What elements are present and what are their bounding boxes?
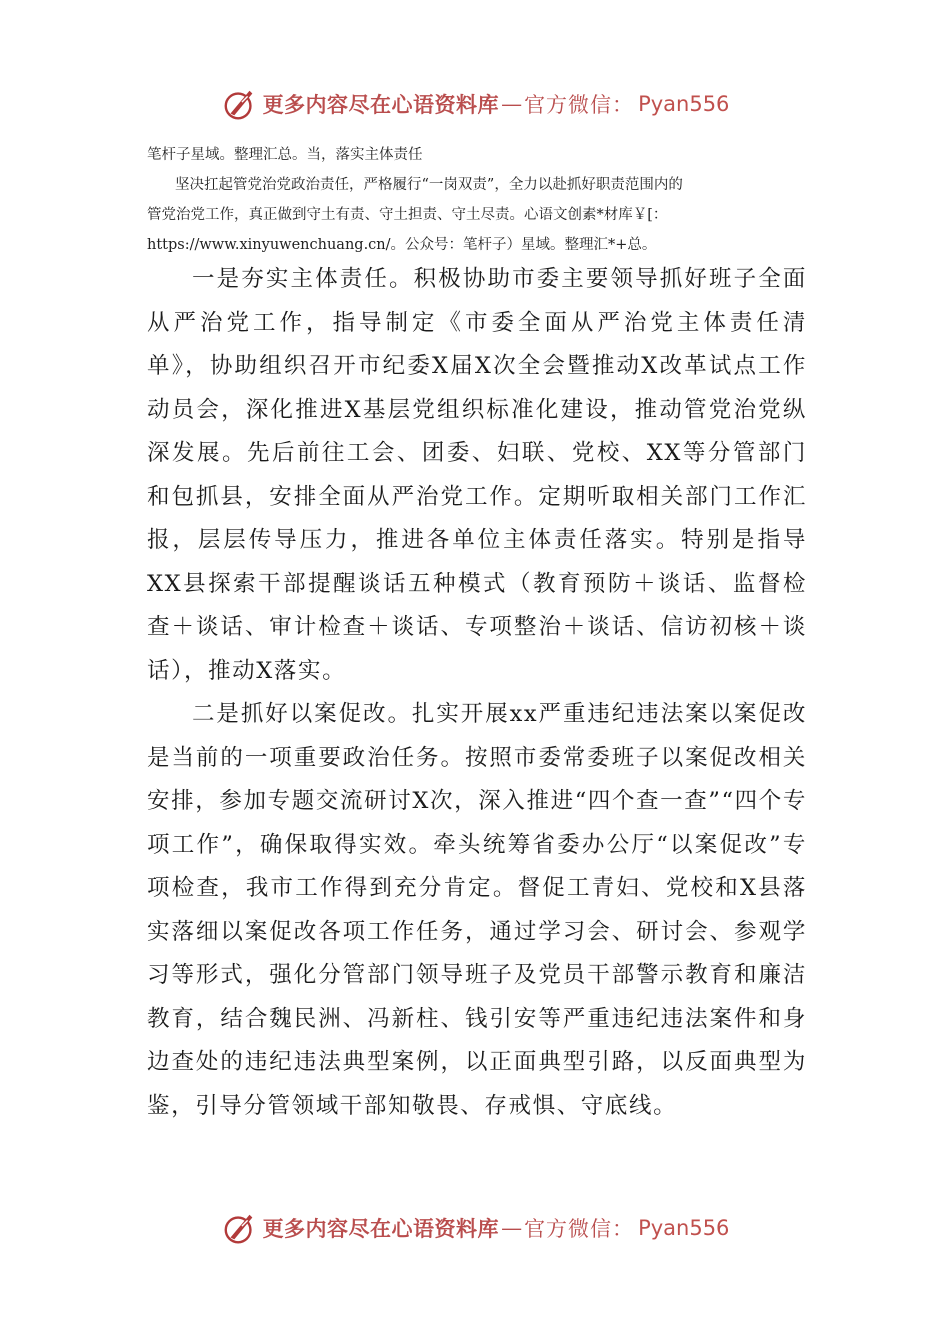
document-body xyxy=(147,258,807,1128)
intro-line-4: https://www.xinyuwenchuang.cn/。公众号：笔杆子）星域。整理汇*+总。 xyxy=(147,237,657,253)
banner-dash: — xyxy=(501,92,523,116)
banner-wechat-id: Pyan556 xyxy=(638,1216,730,1240)
intro-block xyxy=(147,140,812,260)
intro-line-2: 坚决扛起管党治党政治责任，严格履行“一岗双责”，全力以赴抓好职责范围内的 xyxy=(175,177,683,193)
banner-official-label: 官方微信： xyxy=(524,93,635,117)
intro-line-1: 笔杆子星域。整理汇总。当，落实主体责任 xyxy=(147,147,423,163)
banner-dash: — xyxy=(501,1216,523,1240)
banner-official-label: 官方微信： xyxy=(524,1217,635,1241)
banner-wechat-id: Pyan556 xyxy=(638,92,730,116)
quill-pen-icon xyxy=(221,1209,259,1247)
footer-banner xyxy=(0,1206,950,1250)
quill-pen-icon xyxy=(221,85,259,123)
header-banner xyxy=(0,82,950,126)
paragraph-2: 二是抓好以案促改。扎实开展xx严重违纪违法案以案促改是当前的一项重要政治任务。按照市委常委班子以案促改相关安排，参加专题交流研讨X次，深入推进“四个查一查”“四个专项工作”，确保取得实效。牵头统筹省委办公厅“以案促改”专项检查，我市工作得到充分肯定。督促工青妇、党校和X县落实落细以案促改各项工作任务，通过学习会、研讨会、参观学习等形式，强化分管部门领导班子及党员干部警示教育和廉洁教育，结合魏民洲、冯新柱、钱引安等严重违纪违法案件和身边查处的违纪违法典型案例，以正面典型引路，以反面典型为鉴，引导分管领域干部知敬畏、存戒惧、守底线。 xyxy=(147,701,807,1119)
intro-line-3: 管党治党工作，真正做到守土有责、守土担责、守土尽责。心语文创素*材库￥[： xyxy=(147,207,668,223)
banner-brand: 更多内容尽在心语资料库 xyxy=(262,92,500,117)
banner-brand: 更多内容尽在心语资料库 xyxy=(262,1216,500,1241)
paragraph-1: 一是夯实主体责任。积极协助市委主要领导抓好班子全面从严治党工作，指导制定《市委全面从严治党主体责任清单》，协助组织召开市纪委X届X次全会暨推动X改革试点工作动员会，深化推进X基层党组织标准化建设，推动管党治党纵深发展。先后前往工会、团委、妇联、党校、XX等分管部门和包抓县，安排全面从严治党工作。定期听取相关部门工作汇报，层层传导压力，推进各单位主体责任落实。特别是指导XX县探索干部提醒谈话五种模式（教育预防＋谈话、监督检查＋谈话、审计检查＋谈话、专项整治＋谈话、信访初核＋谈话），推动X落实。 xyxy=(147,266,807,684)
